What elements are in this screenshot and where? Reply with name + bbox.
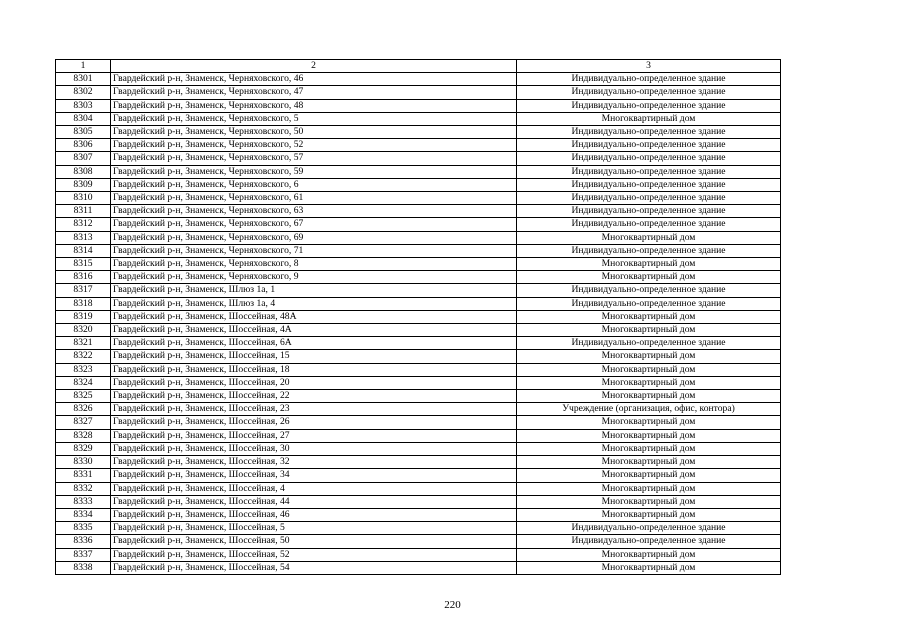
object-type-cell: Индивидуально-определенное здание bbox=[517, 152, 781, 165]
row-number: 8307 bbox=[56, 152, 111, 165]
object-type-cell: Многоквартирный дом bbox=[517, 508, 781, 521]
address-cell: Гвардейский р-н, Знаменск, Черняховского, 8 bbox=[111, 258, 517, 271]
row-number: 8318 bbox=[56, 297, 111, 310]
row-number: 8313 bbox=[56, 231, 111, 244]
row-number: 8337 bbox=[56, 548, 111, 561]
header-row bbox=[56, 60, 781, 73]
object-type-cell: Индивидуально-определенное здание bbox=[517, 126, 781, 139]
table-row bbox=[56, 548, 781, 561]
row-number: 8301 bbox=[56, 73, 111, 86]
row-number: 8302 bbox=[56, 86, 111, 99]
address-cell: Гвардейский р-н, Знаменск, Черняховского, 59 bbox=[111, 165, 517, 178]
address-cell: Гвардейский р-н, Знаменск, Черняховского, 50 bbox=[111, 126, 517, 139]
object-type-cell: Многоквартирный дом bbox=[517, 469, 781, 482]
table-row bbox=[56, 337, 781, 350]
object-type-cell: Индивидуально-определенное здание bbox=[517, 205, 781, 218]
row-number: 8306 bbox=[56, 139, 111, 152]
address-cell: Гвардейский р-н, Знаменск, Шоссейная, 18 bbox=[111, 363, 517, 376]
address-cell: Гвардейский р-н, Знаменск, Черняховского, 46 bbox=[111, 73, 517, 86]
table-row bbox=[56, 297, 781, 310]
row-number: 8338 bbox=[56, 561, 111, 574]
object-type-cell: Многоквартирный дом bbox=[517, 429, 781, 442]
object-type-cell: Многоквартирный дом bbox=[517, 310, 781, 323]
address-cell: Гвардейский р-н, Знаменск, Шлюз 1а, 1 bbox=[111, 284, 517, 297]
object-type-cell: Многоквартирный дом bbox=[517, 456, 781, 469]
table-row bbox=[56, 258, 781, 271]
table-row bbox=[56, 73, 781, 86]
table-row bbox=[56, 86, 781, 99]
table-row bbox=[56, 324, 781, 337]
address-cell: Гвардейский р-н, Знаменск, Шоссейная, 15 bbox=[111, 350, 517, 363]
object-type-cell: Многоквартирный дом bbox=[517, 112, 781, 125]
row-number: 8334 bbox=[56, 508, 111, 521]
row-number: 8326 bbox=[56, 403, 111, 416]
object-type-cell: Многоквартирный дом bbox=[517, 561, 781, 574]
table-row bbox=[56, 139, 781, 152]
table-row bbox=[56, 416, 781, 429]
address-cell: Гвардейский р-н, Знаменск, Черняховского, 6 bbox=[111, 178, 517, 191]
row-number: 8309 bbox=[56, 178, 111, 191]
object-type-cell: Многоквартирный дом bbox=[517, 495, 781, 508]
object-type-cell: Многоквартирный дом bbox=[517, 482, 781, 495]
address-register-table bbox=[55, 59, 781, 575]
object-type-cell: Индивидуально-определенное здание bbox=[517, 522, 781, 535]
table-row bbox=[56, 469, 781, 482]
row-number: 8331 bbox=[56, 469, 111, 482]
address-cell: Гвардейский р-н, Знаменск, Шоссейная, 52 bbox=[111, 548, 517, 561]
address-cell: Гвардейский р-н, Знаменск, Черняховского, 61 bbox=[111, 192, 517, 205]
table-row bbox=[56, 376, 781, 389]
table-row bbox=[56, 495, 781, 508]
address-cell: Гвардейский р-н, Знаменск, Шоссейная, 44 bbox=[111, 495, 517, 508]
address-cell: Гвардейский р-н, Знаменск, Шоссейная, 5 bbox=[111, 522, 517, 535]
row-number: 8319 bbox=[56, 310, 111, 323]
object-type-cell: Многоквартирный дом bbox=[517, 442, 781, 455]
address-cell: Гвардейский р-н, Знаменск, Шоссейная, 6А bbox=[111, 337, 517, 350]
object-type-cell: Многоквартирный дом bbox=[517, 231, 781, 244]
address-cell: Гвардейский р-н, Знаменск, Шоссейная, 46 bbox=[111, 508, 517, 521]
table-row bbox=[56, 99, 781, 112]
table-row bbox=[56, 310, 781, 323]
object-type-cell: Многоквартирный дом bbox=[517, 363, 781, 376]
address-cell: Гвардейский р-н, Знаменск, Шоссейная, 26 bbox=[111, 416, 517, 429]
address-cell: Гвардейский р-н, Знаменск, Черняховского, 71 bbox=[111, 244, 517, 257]
row-number: 8304 bbox=[56, 112, 111, 125]
row-number: 8308 bbox=[56, 165, 111, 178]
object-type-cell: Индивидуально-определенное здание bbox=[517, 99, 781, 112]
row-number: 8336 bbox=[56, 535, 111, 548]
object-type-cell: Многоквартирный дом bbox=[517, 350, 781, 363]
address-cell: Гвардейский р-н, Знаменск, Шоссейная, 54 bbox=[111, 561, 517, 574]
address-cell: Гвардейский р-н, Знаменск, Шоссейная, 50 bbox=[111, 535, 517, 548]
object-type-cell: Многоквартирный дом bbox=[517, 548, 781, 561]
row-number: 8328 bbox=[56, 429, 111, 442]
object-type-cell: Учреждение (организация, офис, контора) bbox=[517, 403, 781, 416]
table-row bbox=[56, 205, 781, 218]
table-row bbox=[56, 284, 781, 297]
header-col-1: 1 bbox=[56, 60, 111, 73]
table-row bbox=[56, 152, 781, 165]
object-type-cell: Многоквартирный дом bbox=[517, 390, 781, 403]
row-number: 8327 bbox=[56, 416, 111, 429]
row-number: 8310 bbox=[56, 192, 111, 205]
object-type-cell: Индивидуально-определенное здание bbox=[517, 165, 781, 178]
address-cell: Гвардейский р-н, Знаменск, Черняховского, 48 bbox=[111, 99, 517, 112]
address-cell: Гвардейский р-н, Знаменск, Шоссейная, 30 bbox=[111, 442, 517, 455]
object-type-cell: Индивидуально-определенное здание bbox=[517, 218, 781, 231]
address-cell: Гвардейский р-н, Знаменск, Шоссейная, 22 bbox=[111, 390, 517, 403]
table-row bbox=[56, 508, 781, 521]
address-cell: Гвардейский р-н, Знаменск, Черняховского, 67 bbox=[111, 218, 517, 231]
table-header bbox=[56, 60, 781, 73]
table-row bbox=[56, 271, 781, 284]
table-row bbox=[56, 165, 781, 178]
address-cell: Гвардейский р-н, Знаменск, Шоссейная, 27 bbox=[111, 429, 517, 442]
object-type-cell: Многоквартирный дом bbox=[517, 258, 781, 271]
object-type-cell: Многоквартирный дом bbox=[517, 376, 781, 389]
table-row bbox=[56, 231, 781, 244]
object-type-cell: Индивидуально-определенное здание bbox=[517, 139, 781, 152]
table-row bbox=[56, 390, 781, 403]
address-cell: Гвардейский р-н, Знаменск, Черняховского, 63 bbox=[111, 205, 517, 218]
table-row bbox=[56, 112, 781, 125]
address-cell: Гвардейский р-н, Знаменск, Шоссейная, 48А bbox=[111, 310, 517, 323]
table-row bbox=[56, 350, 781, 363]
row-number: 8323 bbox=[56, 363, 111, 376]
address-cell: Гвардейский р-н, Знаменск, Шлюз 1а, 4 bbox=[111, 297, 517, 310]
row-number: 8325 bbox=[56, 390, 111, 403]
row-number: 8316 bbox=[56, 271, 111, 284]
row-number: 8315 bbox=[56, 258, 111, 271]
row-number: 8312 bbox=[56, 218, 111, 231]
row-number: 8305 bbox=[56, 126, 111, 139]
object-type-cell: Индивидуально-определенное здание bbox=[517, 284, 781, 297]
table-row bbox=[56, 126, 781, 139]
table-row bbox=[56, 535, 781, 548]
row-number: 8329 bbox=[56, 442, 111, 455]
row-number: 8322 bbox=[56, 350, 111, 363]
address-cell: Гвардейский р-н, Знаменск, Шоссейная, 32 bbox=[111, 456, 517, 469]
object-type-cell: Индивидуально-определенное здание bbox=[517, 178, 781, 191]
object-type-cell: Индивидуально-определенное здание bbox=[517, 192, 781, 205]
table-row bbox=[56, 522, 781, 535]
table-row bbox=[56, 429, 781, 442]
row-number: 8332 bbox=[56, 482, 111, 495]
address-cell: Гвардейский р-н, Знаменск, Черняховского, 5 bbox=[111, 112, 517, 125]
row-number: 8324 bbox=[56, 376, 111, 389]
row-number: 8321 bbox=[56, 337, 111, 350]
object-type-cell: Индивидуально-определенное здание bbox=[517, 86, 781, 99]
row-number: 8317 bbox=[56, 284, 111, 297]
object-type-cell: Индивидуально-определенное здание bbox=[517, 337, 781, 350]
address-cell: Гвардейский р-н, Знаменск, Шоссейная, 34 bbox=[111, 469, 517, 482]
table-row bbox=[56, 482, 781, 495]
address-cell: Гвардейский р-н, Знаменск, Шоссейная, 4А bbox=[111, 324, 517, 337]
row-number: 8330 bbox=[56, 456, 111, 469]
table-row bbox=[56, 178, 781, 191]
table-row bbox=[56, 442, 781, 455]
table-row bbox=[56, 244, 781, 257]
row-number: 8311 bbox=[56, 205, 111, 218]
header-col-3: 3 bbox=[517, 60, 781, 73]
address-cell: Гвардейский р-н, Знаменск, Черняховского, 52 bbox=[111, 139, 517, 152]
address-cell: Гвардейский р-н, Знаменск, Черняховского, 47 bbox=[111, 86, 517, 99]
address-cell: Гвардейский р-н, Знаменск, Черняховского, 9 bbox=[111, 271, 517, 284]
object-type-cell: Многоквартирный дом bbox=[517, 416, 781, 429]
object-type-cell: Многоквартирный дом bbox=[517, 324, 781, 337]
object-type-cell: Многоквартирный дом bbox=[517, 271, 781, 284]
header-col-2: 2 bbox=[111, 60, 517, 73]
row-number: 8320 bbox=[56, 324, 111, 337]
table-row bbox=[56, 218, 781, 231]
table-row bbox=[56, 403, 781, 416]
object-type-cell: Индивидуально-определенное здание bbox=[517, 73, 781, 86]
table-row bbox=[56, 192, 781, 205]
table-row bbox=[56, 363, 781, 376]
address-cell: Гвардейский р-н, Знаменск, Шоссейная, 4 bbox=[111, 482, 517, 495]
address-cell: Гвардейский р-н, Знаменск, Шоссейная, 20 bbox=[111, 376, 517, 389]
table-body bbox=[56, 73, 781, 575]
row-number: 8303 bbox=[56, 99, 111, 112]
object-type-cell: Индивидуально-определенное здание bbox=[517, 297, 781, 310]
table-row bbox=[56, 561, 781, 574]
table-row bbox=[56, 456, 781, 469]
row-number: 8314 bbox=[56, 244, 111, 257]
row-number: 8333 bbox=[56, 495, 111, 508]
row-number: 8335 bbox=[56, 522, 111, 535]
object-type-cell: Индивидуально-определенное здание bbox=[517, 244, 781, 257]
address-cell: Гвардейский р-н, Знаменск, Черняховского, 57 bbox=[111, 152, 517, 165]
object-type-cell: Индивидуально-определенное здание bbox=[517, 535, 781, 548]
address-cell: Гвардейский р-н, Знаменск, Черняховского, 69 bbox=[111, 231, 517, 244]
address-cell: Гвардейский р-н, Знаменск, Шоссейная, 23 bbox=[111, 403, 517, 416]
page-number: 220 bbox=[444, 599, 461, 611]
